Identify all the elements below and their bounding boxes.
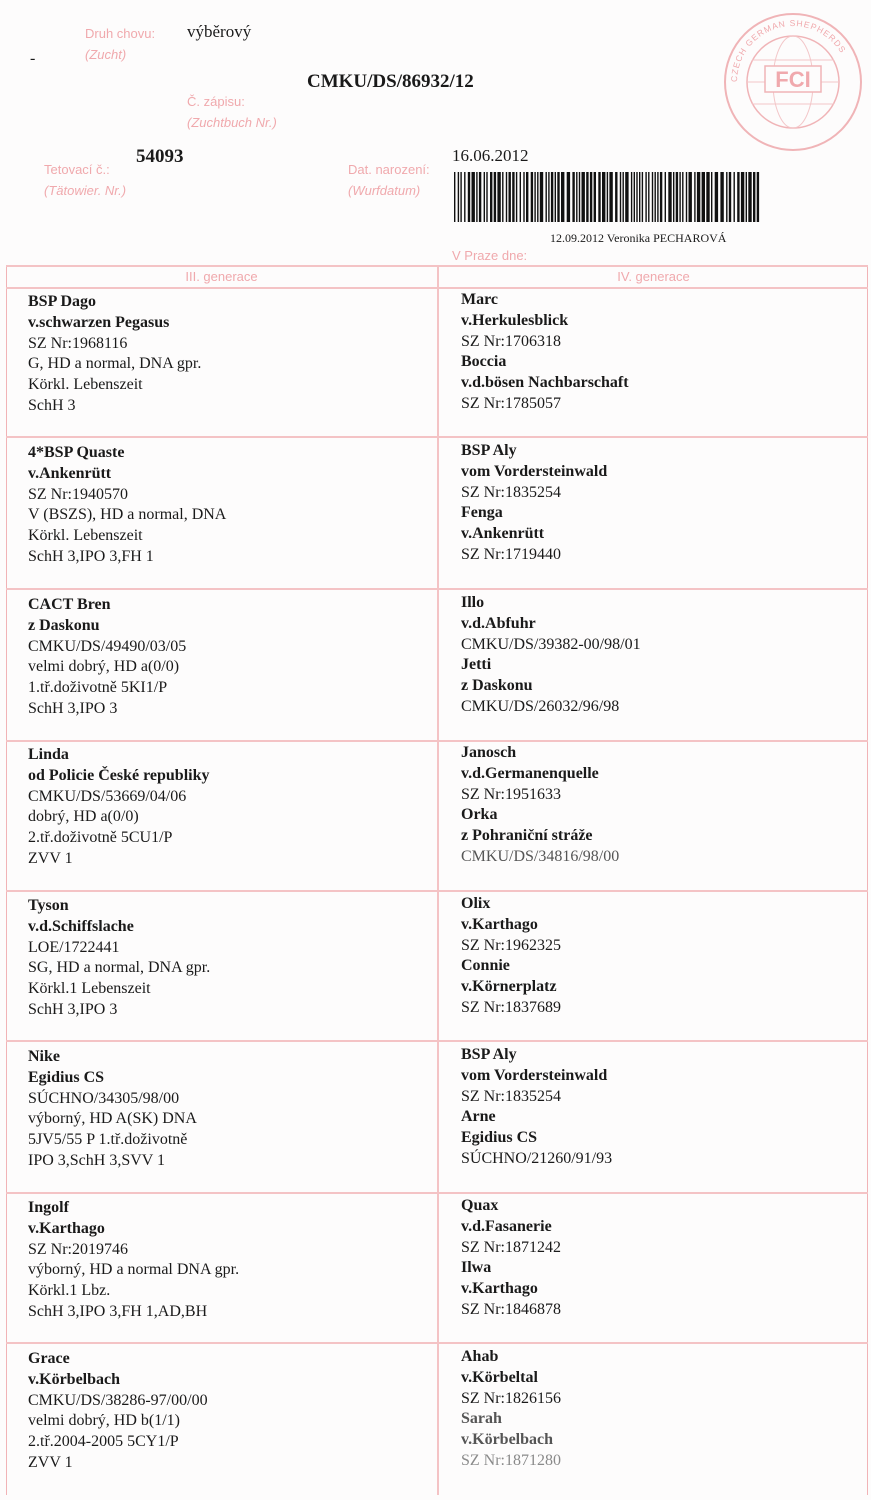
barcode-bar <box>484 172 485 222</box>
barcode-bar <box>620 172 621 222</box>
barcode-bar <box>706 172 709 222</box>
dog-name: CACT Bren <box>28 596 111 613</box>
barcode-bar <box>734 172 735 222</box>
dam-kennel: z Pohraniční stráže <box>461 827 593 845</box>
dam-name: Fenga <box>461 504 503 522</box>
titles: SchH 3 <box>28 396 76 414</box>
barcode-bar <box>534 172 535 222</box>
dam-kennel: v.d.bösen Nachbarschaft <box>461 374 629 392</box>
sire-name: Marc <box>461 291 499 308</box>
dam-kennel: z Daskonu <box>461 677 533 695</box>
evaluation: výborný, HD a normal DNA gpr. <box>28 1261 240 1279</box>
sire-name: BSP Aly <box>461 442 517 459</box>
dam-name: Connie <box>461 957 510 975</box>
sire-kennel: vom Vordersteinwald <box>461 462 608 480</box>
ancestor-cell-fourth-gen <box>461 290 629 415</box>
dog-name: Tyson <box>28 897 69 914</box>
dog-name: Linda <box>28 746 69 763</box>
barcode-bar <box>639 172 640 222</box>
dam-kennel: v.Karthago <box>461 1280 538 1298</box>
dam-registration: SZ Nr:1837689 <box>461 998 561 1016</box>
evaluation: velmi dobrý, HD b(1/1) <box>28 1412 180 1430</box>
registration: SZ Nr:1968116 <box>28 334 128 352</box>
breed-type-label-de: (Zucht) <box>85 47 127 62</box>
sire-registration: SZ Nr:1835254 <box>461 1087 561 1105</box>
barcode-bar <box>468 172 470 222</box>
barcode-bar <box>540 172 543 222</box>
barcode-bar <box>512 172 514 222</box>
kennel-name: v.Karthago <box>28 1219 105 1237</box>
barcode-bar <box>460 172 461 222</box>
registration: SZ Nr:1940570 <box>28 485 128 503</box>
barcode-bar <box>757 172 759 222</box>
sire-name: Janosch <box>461 744 517 761</box>
ancestor-cell-third-gen <box>28 292 201 417</box>
barcode-bar <box>572 172 574 222</box>
barcode-bar <box>454 172 455 222</box>
evaluation: SG, HD a normal, DNA gpr. <box>28 959 211 977</box>
dam-name: Jetti <box>461 656 492 674</box>
barcode-bar <box>472 172 475 222</box>
sire-kennel: v.d.Fasanerie <box>461 1217 552 1235</box>
sire-registration: SZ Nr:1951633 <box>461 785 561 803</box>
titles: SchH 3,IPO 3 <box>28 1000 118 1018</box>
tattoo-value: 54093 <box>136 146 184 167</box>
ancestor-cell-third-gen <box>28 595 186 720</box>
kennel-name: v.d.Schiffslache <box>28 917 134 935</box>
place-label: V Praze dne: <box>452 248 528 263</box>
row-divider <box>6 1342 868 1344</box>
row-divider <box>6 740 868 742</box>
sire-kennel: v.d.Abfuhr <box>461 614 536 632</box>
breed-class: 5JV5/55 P 1.tř.doživotně <box>28 1131 188 1149</box>
barcode-bar <box>490 172 492 222</box>
ancestor-cell-third-gen <box>28 1047 197 1172</box>
breed-class: Körkl. Lebenszeit <box>28 376 143 394</box>
barcode-bar <box>561 172 564 222</box>
dam-registration: SZ Nr:1846878 <box>461 1300 561 1318</box>
sire-name: Ahab <box>461 1348 499 1365</box>
barcode-bar <box>486 172 487 222</box>
registration: CMKU/DS/49490/03/05 <box>28 637 187 655</box>
evaluation: V (BSZS), HD a normal, DNA <box>28 506 227 524</box>
registration: CMKU/DS/53669/04/06 <box>28 787 187 805</box>
barcode-bar <box>697 172 700 222</box>
barcode-bar <box>748 172 751 222</box>
titles: SchH 3,IPO 3,FH 1,AD,BH <box>28 1302 208 1320</box>
dam-registration: SÚCHNO/21260/91/93 <box>461 1149 613 1167</box>
barcode-bar <box>655 172 656 222</box>
sire-registration: SZ Nr:1835254 <box>461 483 561 501</box>
barcode-bar <box>555 172 556 222</box>
kennel-name: v.schwarzen Pegasus <box>28 313 170 331</box>
barcode-bar <box>682 172 683 222</box>
dam-name: Arne <box>461 1108 496 1126</box>
dog-name: Ingolf <box>28 1199 69 1216</box>
dam-name: Sarah <box>461 1410 502 1428</box>
barcode-bar <box>479 172 481 222</box>
barcode-bar <box>582 172 585 222</box>
dam-kennel: v.Körnerplatz <box>461 978 557 996</box>
barcode-bar <box>726 172 727 222</box>
barcode-bar <box>526 172 528 222</box>
sire-kennel: vom Vordersteinwald <box>461 1066 608 1084</box>
barcode-bar <box>476 172 477 222</box>
birth-label: Dat. narození: <box>348 162 430 177</box>
barcode-bar <box>598 172 600 222</box>
dam-registration: CMKU/DS/34816/98/00 <box>461 847 620 865</box>
registration: LOE/1722441 <box>28 938 120 956</box>
barcode-bar <box>494 172 496 222</box>
registry-number: CMKU/DS/86932/12 <box>307 71 474 92</box>
kennel-name: v.Ankenrütt <box>28 464 112 482</box>
barcode-bar <box>546 172 547 222</box>
barcode-bar <box>679 172 680 222</box>
sire-kennel: v.d.Germanenquelle <box>461 764 599 782</box>
tattoo-label: Tetovací č.: <box>44 162 110 177</box>
generation-fourth-header: IV. generace <box>617 269 690 284</box>
barcode-bar <box>694 172 695 222</box>
ancestor-cell-fourth-gen <box>461 743 619 868</box>
dam-name: Orka <box>461 806 498 824</box>
barcode-bar <box>579 172 580 222</box>
ancestor-cell-fourth-gen <box>461 593 641 718</box>
barcode-bar <box>567 172 570 222</box>
stamp-ring-text: CZECH GERMAN SHEPHERDS <box>728 17 849 83</box>
barcode-bar <box>711 172 712 222</box>
ancestor-cell-third-gen <box>28 1349 208 1474</box>
kennel-name: Egidius CS <box>28 1068 105 1086</box>
dam-registration: SZ Nr:1785057 <box>461 394 561 412</box>
barcode-bar <box>753 172 755 222</box>
birth-value: 16.06.2012 <box>452 146 529 165</box>
breed-class: 2.tř.2004-2005 5CY1/P <box>28 1433 179 1451</box>
barcode-bar <box>531 172 533 222</box>
breed-class: Körkl.1 Lbz. <box>28 1282 111 1300</box>
titles: ZVV 1 <box>28 1453 73 1471</box>
dam-registration: CMKU/DS/26032/96/98 <box>461 697 620 715</box>
titles: SchH 3,IPO 3,FH 1 <box>28 547 154 565</box>
evaluation: G, HD a normal, DNA gpr. <box>28 355 202 373</box>
ancestor-cell-third-gen <box>28 1198 239 1323</box>
barcode-bar <box>520 172 521 222</box>
kennel-name: od Policie České republiky <box>28 766 210 784</box>
barcode-bar <box>586 172 588 222</box>
evaluation: výborný, HD A(SK) DNA <box>28 1110 197 1128</box>
barcode-bar <box>665 172 666 222</box>
titles: IPO 3,SchH 3,SVV 1 <box>28 1151 166 1169</box>
barcode-bar <box>502 172 503 222</box>
sire-registration: SZ Nr:1826156 <box>461 1389 561 1407</box>
grid-header-line <box>6 287 868 289</box>
grid-center-line <box>437 265 439 1495</box>
barcode-bar <box>602 172 605 222</box>
sire-kennel: v.Karthago <box>461 915 538 933</box>
dam-name: Ilwa <box>461 1259 492 1277</box>
barcode-bar <box>625 172 628 222</box>
dam-kennel: v.Ankenrütt <box>461 525 545 543</box>
dam-kennel: Egidius CS <box>461 1129 538 1147</box>
studbook-label: Č. zápisu: <box>187 94 245 109</box>
barcode-bar <box>458 172 459 222</box>
kennel-name: z Daskonu <box>28 616 100 634</box>
dog-name: 4*BSP Quaste <box>28 444 125 461</box>
breed-type-value: výběrový <box>187 22 252 41</box>
barcode-bar <box>746 172 747 222</box>
evaluation: dobrý, HD a(0/0) <box>28 808 139 826</box>
stamp-fci-text: FCI <box>775 67 811 92</box>
sire-name: Quax <box>461 1197 499 1214</box>
issue-note: 12.09.2012 Veronika PECHAROVÁ <box>550 231 727 245</box>
sire-name: Olix <box>461 895 491 912</box>
barcode-bar <box>523 172 524 222</box>
fci-stamp <box>721 10 865 154</box>
barcode-bar <box>623 172 624 222</box>
ancestor-cell-fourth-gen <box>461 1196 561 1321</box>
barcode-bar <box>497 172 500 222</box>
barcode-bar <box>673 172 674 222</box>
margin-mark: - <box>30 50 36 67</box>
barcode-bar <box>576 172 577 222</box>
barcode-bar <box>537 172 538 222</box>
evaluation: velmi dobrý, HD a(0/0) <box>28 658 180 676</box>
sire-registration: SZ Nr:1962325 <box>461 936 561 954</box>
registration: CMKU/DS/38286-97/00/00 <box>28 1391 208 1409</box>
barcode-bar <box>557 172 559 222</box>
barcode-bar <box>609 172 612 222</box>
barcode-bar <box>631 172 632 222</box>
dam-name: Boccia <box>461 353 507 371</box>
row-divider <box>6 436 868 438</box>
barcode-bar <box>506 172 507 222</box>
ancestor-cell-fourth-gen <box>461 1045 612 1170</box>
barcode <box>454 172 764 222</box>
barcode-bar <box>702 172 705 222</box>
barcode-bar <box>590 172 592 222</box>
barcode-bar <box>642 172 643 222</box>
sire-name: Illo <box>461 594 485 611</box>
sire-kennel: v.Körbeltal <box>461 1368 538 1386</box>
registration: SZ Nr:2019746 <box>28 1240 128 1258</box>
barcode-bar <box>636 172 637 222</box>
sire-registration: CMKU/DS/39382-00/98/01 <box>461 635 641 653</box>
row-divider <box>6 1040 868 1042</box>
barcode-bar <box>676 172 678 222</box>
titles: ZVV 1 <box>28 849 73 867</box>
dam-registration: SZ Nr:1719440 <box>461 545 561 563</box>
breed-class: 1.tř.doživotně 5KI1/P <box>28 679 168 697</box>
barcode-bar <box>729 172 731 222</box>
barcode-bar <box>607 172 608 222</box>
birth-label-de: (Wurfdatum) <box>348 183 421 198</box>
titles: SchH 3,IPO 3 <box>28 699 118 717</box>
barcode-bar <box>594 172 596 222</box>
sire-registration: SZ Nr:1871242 <box>461 1238 561 1256</box>
sire-name: BSP Aly <box>461 1046 517 1063</box>
tattoo-label-de: (Tätowier. Nr.) <box>44 183 127 198</box>
barcode-bar <box>645 172 646 222</box>
registration: SÚCHNO/34305/98/00 <box>28 1089 180 1107</box>
row-divider <box>6 1192 868 1194</box>
sire-kennel: v.Herkulesblick <box>461 311 569 329</box>
breed-type-label: Druh chovu: <box>85 26 156 41</box>
barcode-bar <box>689 172 692 222</box>
ancestor-cell-fourth-gen <box>461 894 561 1019</box>
barcode-bar <box>652 172 653 222</box>
breed-class: 2.tř.doživotně 5CU1/P <box>28 829 173 847</box>
row-divider <box>6 588 868 590</box>
barcode-bar <box>516 172 517 222</box>
studbook-label-de: (Zuchtbuch Nr.) <box>187 115 277 130</box>
barcode-bar <box>615 172 617 222</box>
breed-class: Körkl.1 Lebenszeit <box>28 980 151 998</box>
dog-name: BSP Dago <box>28 293 97 310</box>
barcode-bar <box>737 172 739 222</box>
ancestor-cell-third-gen <box>28 443 226 568</box>
barcode-bar <box>648 172 649 222</box>
barcode-bar <box>720 172 723 222</box>
barcode-bar <box>509 172 511 222</box>
barcode-bar <box>715 172 718 222</box>
barcode-bar <box>657 172 658 222</box>
dog-name: Grace <box>28 1350 70 1367</box>
barcode-bar <box>660 172 662 222</box>
dog-name: Nike <box>28 1048 60 1065</box>
barcode-bar <box>464 172 465 222</box>
breed-class: Körkl. Lebenszeit <box>28 527 143 545</box>
barcode-bar <box>551 172 553 222</box>
dam-kennel: v.Körbelbach <box>461 1431 554 1449</box>
barcode-bar <box>548 172 549 222</box>
barcode-bar <box>741 172 744 222</box>
generation-third-header: III. generace <box>185 269 258 284</box>
barcode-bar <box>668 172 671 222</box>
ancestor-cell-fourth-gen <box>461 1347 561 1472</box>
kennel-name: v.Körbelbach <box>28 1370 121 1388</box>
ancestor-cell-third-gen <box>28 896 210 1021</box>
barcode-bar <box>634 172 635 222</box>
sire-registration: SZ Nr:1706318 <box>461 332 561 350</box>
ancestor-cell-fourth-gen <box>461 441 607 566</box>
dam-registration: SZ Nr:1871280 <box>461 1451 561 1469</box>
ancestor-cell-third-gen <box>28 745 210 870</box>
barcode-bar <box>686 172 687 222</box>
row-divider <box>6 890 868 892</box>
